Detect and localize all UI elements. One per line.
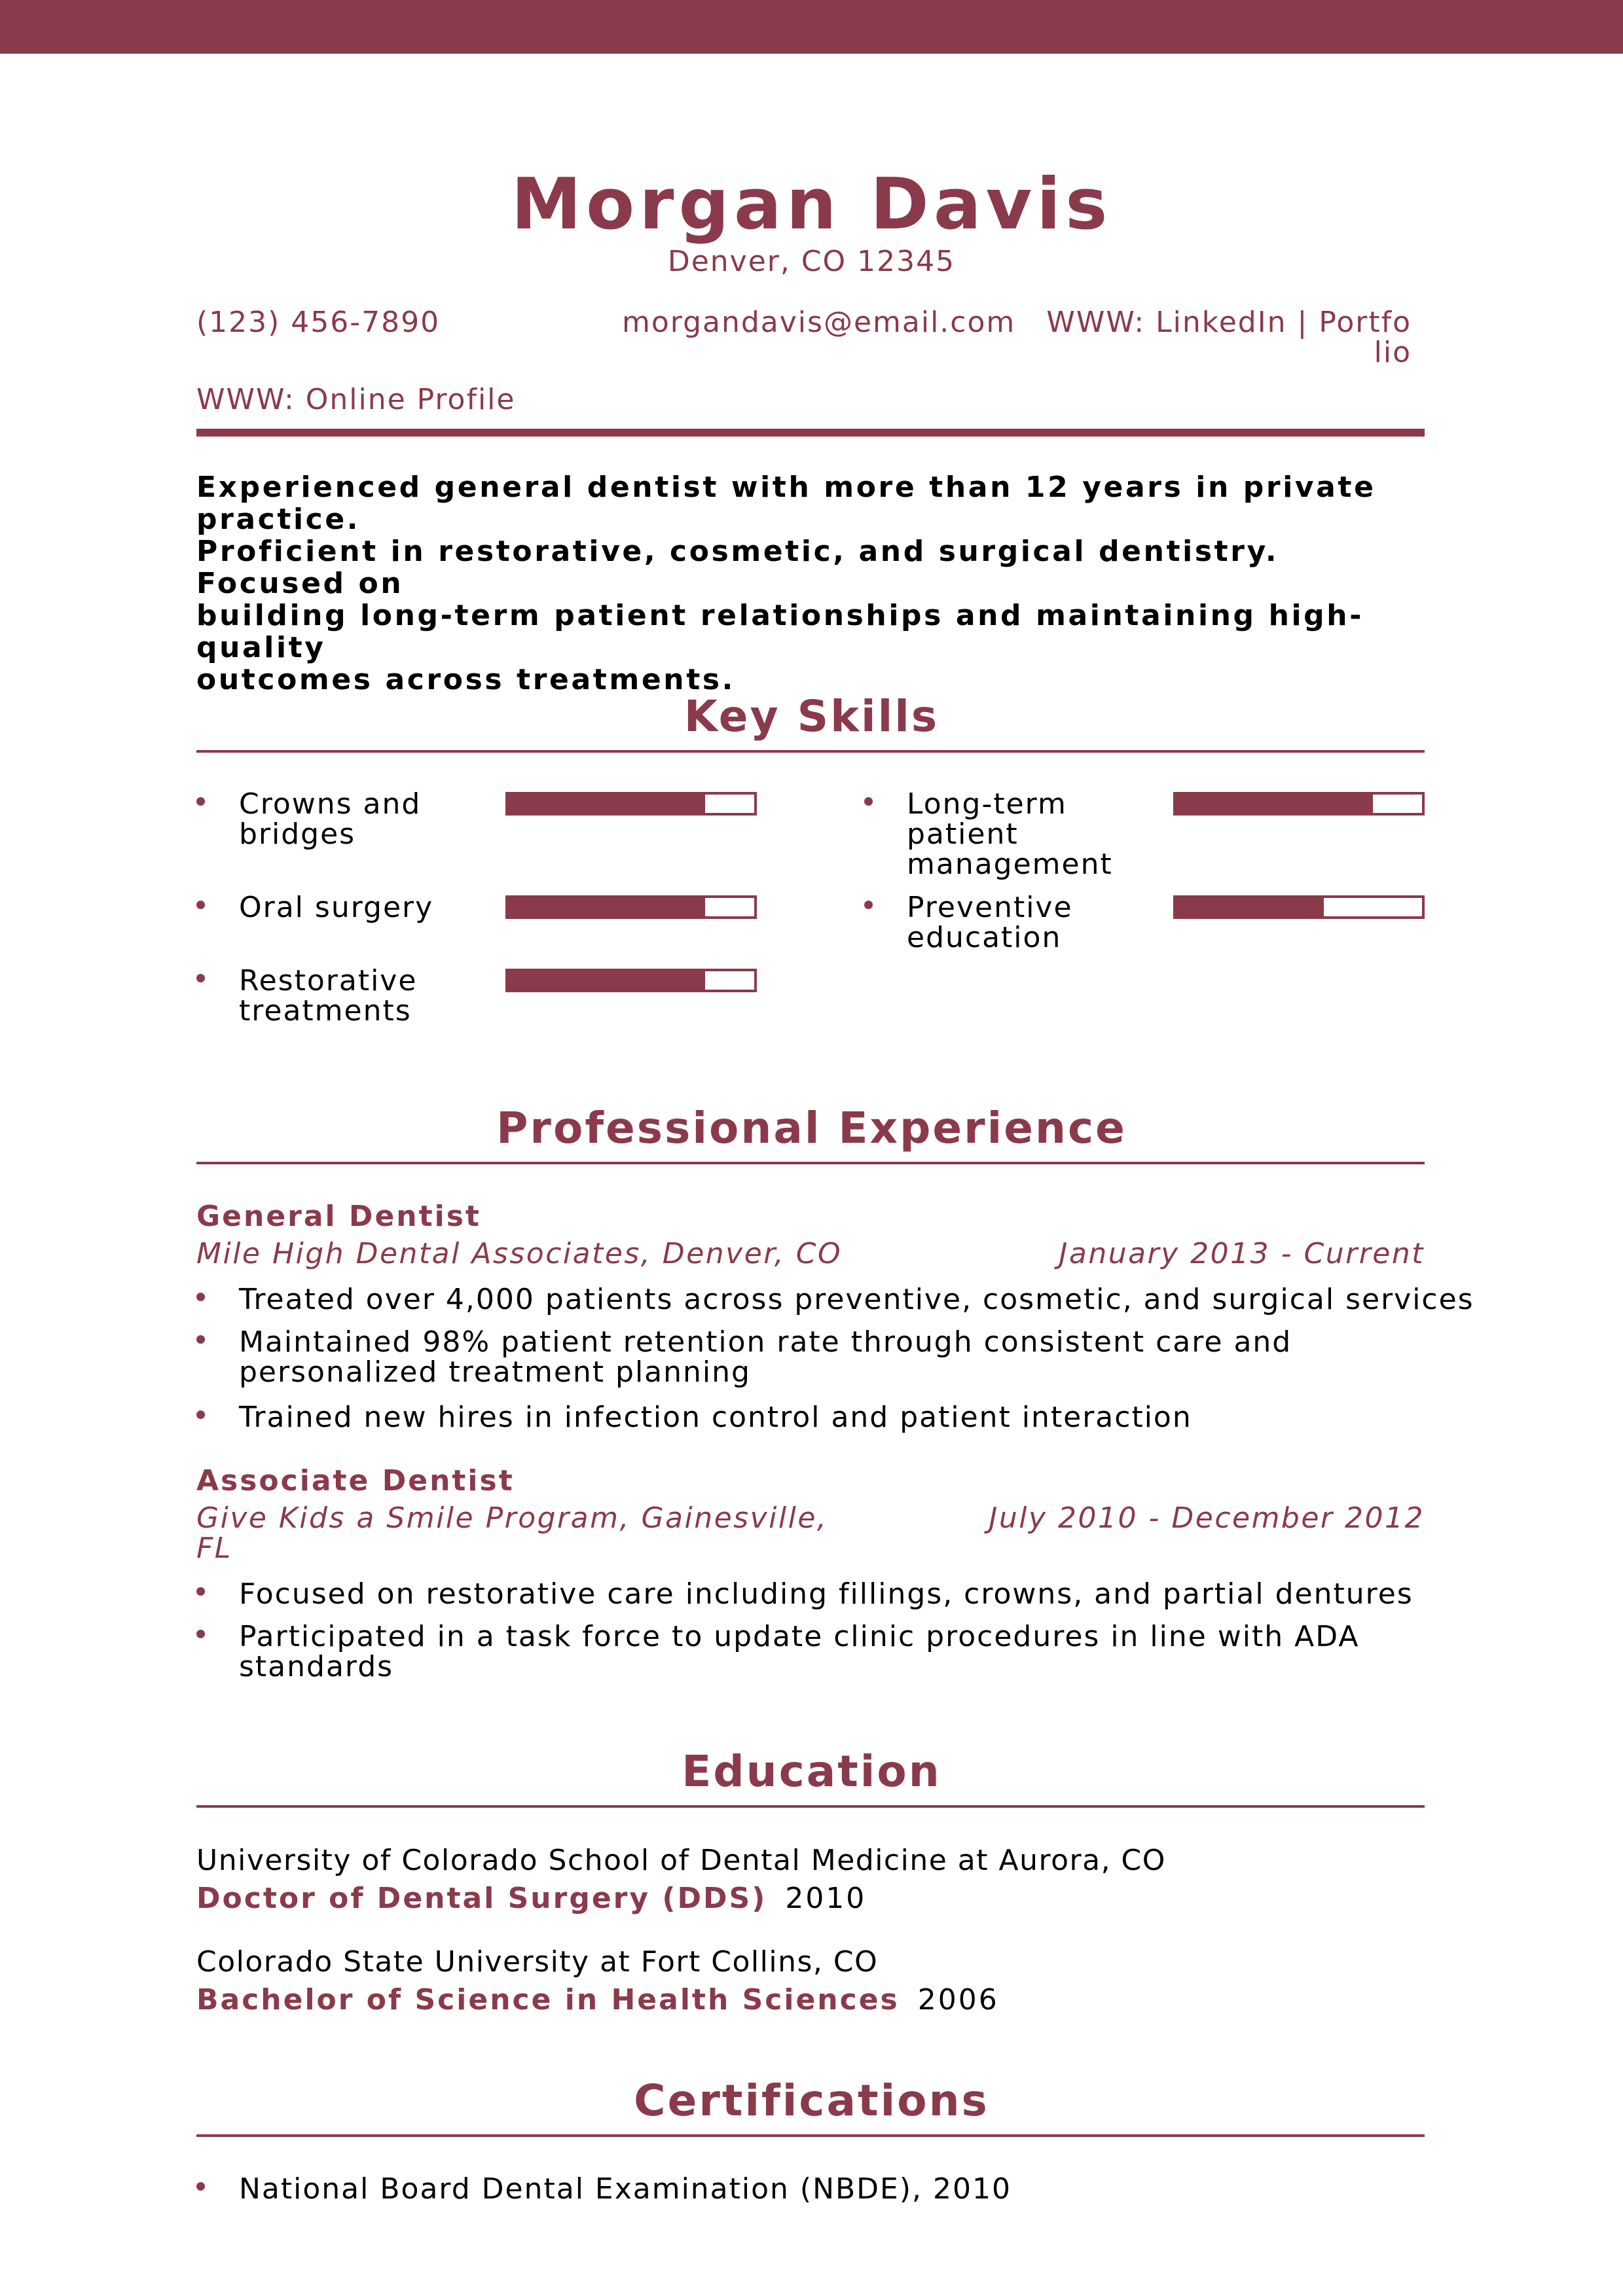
skills-divider bbox=[196, 750, 1425, 753]
experience-heading: Professional Experience bbox=[496, 1103, 1127, 1153]
education-degree: Doctor of Dental Surgery (DDS) bbox=[196, 1882, 767, 1915]
skill-level-fill bbox=[508, 795, 705, 813]
certifications-divider bbox=[196, 2134, 1425, 2137]
job-bullet-line: Focused on restorative care including fillings, crowns, and partial dentures bbox=[239, 1577, 1413, 1611]
online-profile-link[interactable]: WWW: Online Profile bbox=[196, 383, 516, 416]
job-bullet-line: Maintained 98% patient retention rate through consistent care and bbox=[239, 1325, 1292, 1359]
bullet-icon bbox=[864, 901, 873, 909]
skill-label-line: bridges bbox=[239, 817, 356, 851]
job-bullet bbox=[239, 1622, 1359, 1682]
certifications-heading: Certifications bbox=[634, 2075, 989, 2126]
skill-label-line: patient bbox=[907, 817, 1019, 851]
skill-label-line: Long-term bbox=[907, 787, 1067, 821]
skill-label-line: Crowns and bbox=[239, 787, 422, 821]
skill-level-bar bbox=[505, 969, 757, 992]
skill-label-line: treatments bbox=[239, 994, 412, 1028]
location: Denver, CO 12345 bbox=[667, 245, 956, 278]
skill-level-fill bbox=[508, 971, 705, 990]
job-bullet-line: Treated over 4,000 patients across preventive, cosmetic, and surgical services bbox=[239, 1283, 1474, 1316]
bullet-icon bbox=[196, 1410, 205, 1419]
skill-level-fill bbox=[1176, 795, 1373, 813]
bullet-icon bbox=[196, 1293, 205, 1301]
bullet-icon bbox=[196, 974, 205, 982]
candidate-name: Morgan Davis bbox=[511, 164, 1112, 245]
job-bullet-line: standards bbox=[239, 1650, 394, 1683]
job-bullet-line: personalized treatment planning bbox=[239, 1355, 751, 1389]
summary-line: Proficient in restorative, cosmetic, and surgical dentistry. Focused on bbox=[196, 535, 1279, 600]
education-year: 2006 bbox=[917, 1983, 999, 2017]
job-employer bbox=[196, 1503, 828, 1564]
job-title: General Dentist bbox=[196, 1200, 481, 1233]
top-accent-bar bbox=[0, 0, 1623, 54]
skill-level-bar bbox=[505, 895, 757, 919]
skill-label bbox=[907, 893, 1142, 953]
job-employer-line: FL bbox=[196, 1532, 232, 1565]
education-degree: Bachelor of Science in Health Sciences bbox=[196, 1983, 900, 2017]
education-school: Colorado State University at Fort Collins, CO bbox=[196, 1945, 879, 1979]
job-bullet-line: Participated in a task force to update clinic procedures in line with ADA bbox=[239, 1620, 1360, 1653]
skill-label bbox=[907, 789, 1142, 880]
education-school: University of Colorado School of Dental Medicine at Aurora, CO bbox=[196, 1844, 1166, 1877]
education-divider bbox=[196, 1805, 1425, 1808]
job-bullet bbox=[239, 1403, 1192, 1433]
bullet-icon bbox=[196, 797, 205, 806]
skill-label bbox=[239, 893, 475, 923]
links-line-2: lio bbox=[1374, 336, 1412, 369]
header-divider bbox=[196, 429, 1425, 437]
bullet-icon bbox=[196, 2182, 205, 2191]
job-employer: Mile High Dental Associates, Denver, CO bbox=[196, 1237, 843, 1270]
bullet-icon bbox=[196, 1335, 205, 1344]
bullet-icon bbox=[196, 901, 205, 909]
job-employer-line: Give Kids a Smile Program, Gainesville, bbox=[196, 1501, 828, 1535]
skill-level-bar bbox=[1173, 895, 1425, 919]
job-title: Associate Dentist bbox=[196, 1464, 515, 1498]
certification-item: National Board Dental Examination (NBDE), 2010 bbox=[239, 2172, 1012, 2206]
skill-level-bar bbox=[505, 792, 757, 816]
bullet-icon bbox=[196, 1630, 205, 1638]
experience-divider bbox=[196, 1162, 1425, 1164]
skill-level-fill bbox=[1176, 898, 1324, 916]
skill-label bbox=[239, 789, 475, 850]
skills-heading: Key Skills bbox=[684, 691, 939, 742]
email[interactable]: morgandavis@email.com bbox=[622, 306, 1016, 339]
phone[interactable]: (123) 456-7890 bbox=[196, 306, 441, 339]
skill-label-line: Preventive bbox=[907, 891, 1073, 924]
job-bullet bbox=[239, 1327, 1292, 1388]
links[interactable] bbox=[969, 308, 1412, 368]
skill-label-line: education bbox=[907, 921, 1062, 954]
education-year: 2010 bbox=[785, 1882, 867, 1915]
links-line-1: WWW: LinkedIn | Portfo bbox=[1046, 306, 1412, 339]
bullet-icon bbox=[864, 797, 873, 806]
summary-line: outcomes across treatments. bbox=[196, 663, 735, 696]
summary-line: Experienced general dentist with more than 12 years in private practice. bbox=[196, 471, 1376, 536]
bullet-icon bbox=[196, 1587, 205, 1596]
summary-line: building long-term patient relationships and maintaining high-quality bbox=[196, 599, 1364, 664]
summary bbox=[196, 471, 1440, 696]
job-bullet bbox=[239, 1579, 1413, 1609]
skill-label bbox=[239, 966, 475, 1026]
skill-level-fill bbox=[508, 898, 705, 916]
education-heading: Education bbox=[682, 1746, 941, 1797]
job-dates: July 2010 - December 2012 bbox=[989, 1501, 1425, 1535]
skill-level-bar bbox=[1173, 792, 1425, 816]
job-bullet-line: Trained new hires in infection control and patient interaction bbox=[239, 1401, 1192, 1434]
skill-label-line: Oral surgery bbox=[239, 891, 434, 924]
skill-label-line: Restorative bbox=[239, 964, 418, 997]
education-degree-line bbox=[196, 1983, 999, 2017]
job-dates: January 2013 - Current bbox=[1059, 1237, 1425, 1270]
skill-label-line: management bbox=[907, 848, 1113, 881]
job-bullet bbox=[239, 1285, 1474, 1315]
education-degree-line bbox=[196, 1882, 866, 1916]
